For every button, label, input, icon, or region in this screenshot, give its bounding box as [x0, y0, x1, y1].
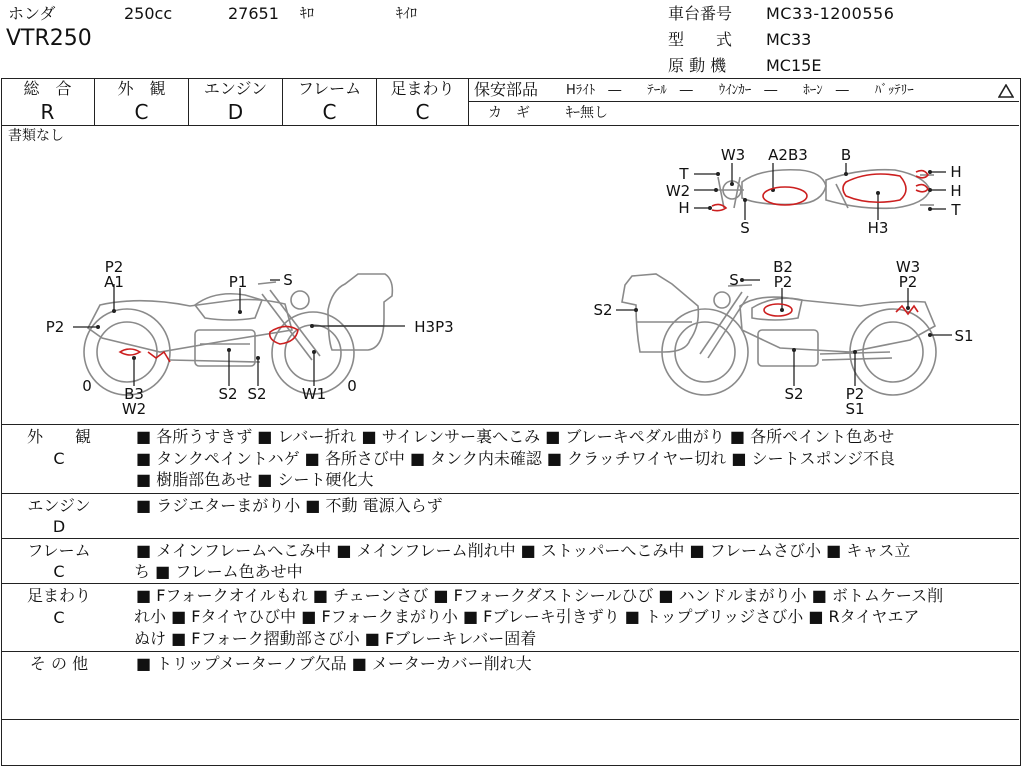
- right-label-s: S: [729, 271, 739, 289]
- left-label-w2: W2: [121, 400, 147, 418]
- frame-section-label: フレーム: [27, 541, 91, 560]
- grade-overall-value: R: [40, 100, 55, 124]
- suspension-section-grade: C: [53, 608, 65, 627]
- top-label-h3: H3: [867, 219, 889, 237]
- engine-remark-line: ■ ラジエターまがり小 ■ 不動 電源入らず: [136, 496, 443, 515]
- other-remarks: [136, 653, 532, 675]
- engine-section-label: エンジン: [27, 496, 91, 515]
- engine-section-grade: D: [52, 517, 66, 536]
- frame-remarks: [136, 540, 910, 562]
- documents-note: 書類なし: [8, 128, 64, 144]
- grade-suspension-label: 足まわり: [390, 79, 455, 98]
- suspension-remarks: [136, 585, 943, 607]
- left-label-s2-1: S2: [218, 385, 238, 403]
- mileage-type: ｷｲﾛ: [396, 6, 417, 22]
- top-label-b: B: [840, 146, 852, 164]
- left-label-0-rear: 0: [347, 377, 357, 395]
- top-label-s: S: [740, 219, 750, 237]
- engine-model-label: 原 動 機: [668, 56, 727, 75]
- safety-parts-items: Hﾗｲﾄ ― ﾃｰﾙ ― ｳｲﾝｶｰ ― ﾎｰﾝ ― ﾊﾞｯﾃﾘｰ: [566, 83, 914, 98]
- left-label-a1: A1: [104, 273, 124, 291]
- other-section-label: そ の 他: [29, 654, 89, 673]
- section-divider-3: [1, 583, 1019, 584]
- right-label-s2-bottom: S2: [784, 385, 804, 403]
- remarks-top-border: [1, 424, 1019, 425]
- key-value: ｷｰ無し: [566, 105, 608, 121]
- suspension-remark-line: ■ Fフォークオイルもれ ■ チェーンさび ■ Fフォークダストシールひび ■ ハンドルまがり小 ■ ボトムケース削: [136, 586, 944, 605]
- left-label-0-front: 0: [82, 377, 92, 395]
- section-divider-2: [1, 538, 1019, 539]
- key-label: カ ギ: [488, 105, 530, 121]
- left-label-w1: W1: [301, 385, 327, 403]
- frame-remarks-wrap: [134, 561, 303, 583]
- top-label-h-left: H: [678, 199, 690, 217]
- frame-remark-line: ■ メインフレームへこみ中 ■ メインフレーム削れ中 ■ ストッパーへこみ中 ■ フレームさび小 ■ キャス立: [136, 541, 911, 560]
- safety-parts-label: 保安部品: [474, 80, 539, 99]
- grade-exterior-value: C: [134, 100, 149, 124]
- top-view-motorcycle: [716, 170, 934, 209]
- grade-frame-label: フレーム: [297, 79, 362, 98]
- damage-marks: [120, 171, 928, 362]
- grade-exterior-label: 外 観: [117, 79, 166, 98]
- type-value: MC33: [766, 30, 812, 49]
- model-name: VTR250: [6, 26, 92, 51]
- exterior-remark-line: ■ 樹脂部色あせ ■ シート硬化大: [136, 470, 374, 489]
- grade-suspension-value: C: [415, 100, 430, 124]
- left-label-b3: B3: [124, 385, 144, 403]
- left-label-s: S: [283, 271, 293, 289]
- left-label-p1: P1: [228, 273, 248, 291]
- exterior-remark-line: ■ タンクペイントハゲ ■ 各所さび中 ■ タンク内未確認 ■ クラッチワイヤー切れ ■ シートスポンジ不良: [136, 448, 896, 468]
- grade-engine-label: エンジン: [203, 79, 268, 98]
- right-label-s1-right: S1: [954, 327, 974, 345]
- grade-row-divider: [468, 101, 1019, 102]
- right-side-view-motorcycle: [622, 274, 936, 395]
- top-label-h-right-2: H: [950, 182, 962, 200]
- engine-model-value: MC15E: [766, 56, 822, 75]
- chassis-label: 車台番号: [668, 4, 733, 23]
- exterior-section-grade: C: [53, 449, 65, 468]
- exterior-remarks: [136, 426, 895, 491]
- frame-section-grade: C: [53, 562, 65, 581]
- right-label-s2-left: S2: [593, 301, 613, 319]
- grade-engine-value: D: [227, 100, 244, 124]
- suspension-remark-line: れ小 ■ Fタイヤひび中 ■ Fフォークまがり小 ■ Fブレーキ引きずり ■ トップブリッジさび小 ■ Rタイヤエア: [134, 607, 920, 626]
- mileage-unit: ｷﾛ: [300, 6, 314, 22]
- grade-table-bottom: [1, 125, 1019, 126]
- left-label-p2-top: P2: [104, 258, 124, 276]
- exterior-remark-line: ■ 各所うすきず ■ レバー折れ ■ サイレンサー裏へこみ ■ ブレーキペダル曲がり ■ 各所ペイント色あせ: [136, 427, 895, 446]
- suspension-section-label: 足まわり: [26, 586, 91, 605]
- right-label-p2-top: P2: [773, 273, 793, 291]
- type-label: 型 式: [668, 30, 733, 49]
- left-label-p2: P2: [45, 318, 65, 336]
- top-label-t-right: T: [951, 201, 961, 219]
- top-label-h-right-1: H: [950, 163, 962, 181]
- mileage-value: 27651: [228, 4, 279, 23]
- exterior-section-label: 外 観: [26, 427, 91, 446]
- other-remark-line: ■ トリップメーターノブ欠品 ■ メーターカバー削れ大: [136, 654, 532, 673]
- engine-remarks: [136, 495, 443, 517]
- left-label-h3p3: H3P3: [414, 318, 454, 336]
- suspension-remarks-wrap: [134, 606, 919, 649]
- right-label-w3: W3: [895, 258, 921, 276]
- top-label-w2: W2: [665, 182, 691, 200]
- displacement: 250cc: [124, 4, 173, 23]
- grade-overall-label: 総 合: [23, 79, 72, 98]
- suspension-remark-line: ぬけ ■ Fフォーク摺動部さび小 ■ Fブレーキレバー固着: [134, 628, 537, 648]
- right-label-p2-bottom: P2: [845, 385, 865, 403]
- grade-col-divider-5: [468, 78, 469, 125]
- top-label-a2b3: A2B3: [768, 146, 808, 164]
- grade-frame-value: C: [322, 100, 337, 124]
- warning-triangle-icon: [998, 84, 1014, 98]
- right-label-p2-rear: P2: [898, 273, 918, 291]
- left-side-view-motorcycle: [84, 274, 392, 395]
- maker: ホンダ: [8, 4, 56, 23]
- right-label-s1-bottom: S1: [845, 400, 865, 418]
- section-divider-5: [1, 719, 1019, 720]
- chassis-number: MC33-1200556: [766, 4, 895, 23]
- section-divider-1: [1, 493, 1019, 494]
- right-label-b2: B2: [773, 258, 793, 276]
- frame-remark-line: ち ■ フレーム色あせ中: [134, 562, 303, 581]
- left-label-s2-2: S2: [247, 385, 267, 403]
- top-label-w3: W3: [720, 146, 746, 164]
- section-divider-4: [1, 651, 1019, 652]
- condition-diagram: [0, 140, 1020, 426]
- top-label-t-left: T: [679, 165, 689, 183]
